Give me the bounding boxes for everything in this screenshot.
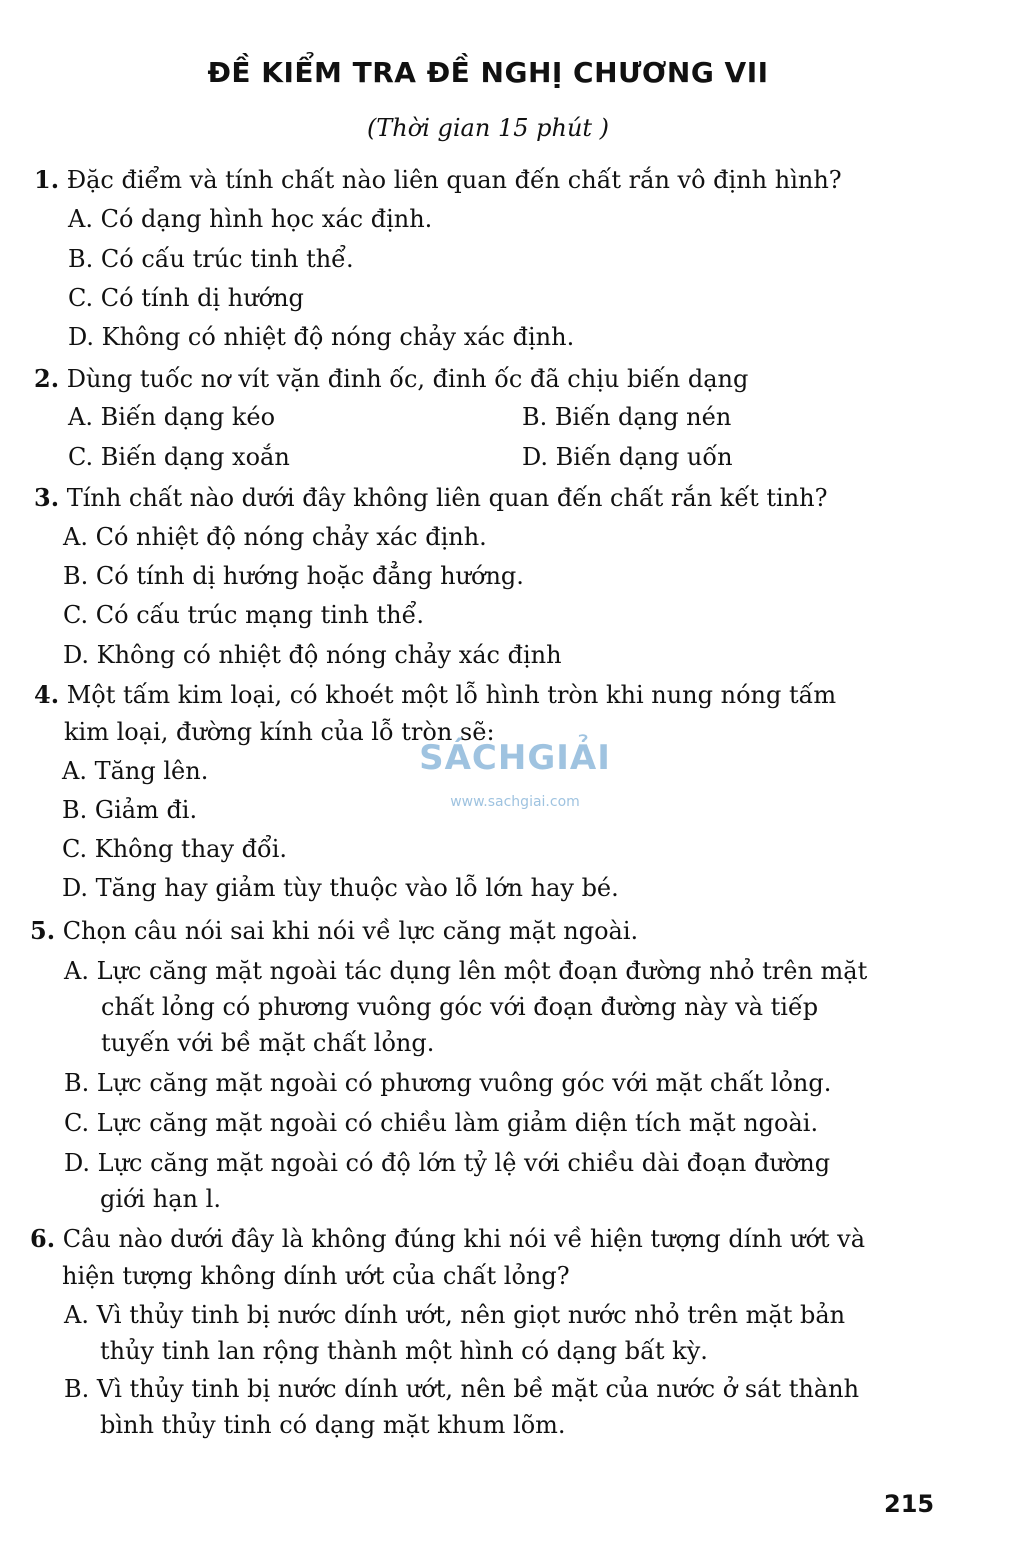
q6-option-a: A. Vì thủy tinh bị nước dính ướt, nên giọt nước nhỏ trên mặt bản <box>64 1301 846 1329</box>
q6-option-b-line-2: bình thủy tinh có dạng mặt khum lõm. <box>100 1411 566 1439</box>
q5-option-a: A. Lực căng mặt ngoài tác dụng lên một đoạn đường nhỏ trên mặt <box>64 957 868 985</box>
page-title: ĐỀ KIỂM TRA ĐỀ NGHỊ CHƯƠNG VII <box>207 56 769 89</box>
q4-option-c: C. Không thay đổi. <box>62 835 287 863</box>
question-5 <box>30 914 638 948</box>
q2-option-c: C. Biến dạng xoắn <box>68 443 290 471</box>
question-text: Tính chất nào dưới đây không liên quan đến chất rắn kết tinh? <box>66 484 828 512</box>
question-text: Đặc điểm và tính chất nào liên quan đến chất rắn vô định hình? <box>66 166 842 194</box>
q3-option-a: A. Có nhiệt độ nóng chảy xác định. <box>63 523 487 551</box>
q5-option-d-line-2: giới hạn l. <box>100 1185 221 1213</box>
q5-option-d: D. Lực căng mặt ngoài có độ lớn tỷ lệ với chiều dài đoạn đường <box>64 1149 831 1177</box>
question-text: Một tấm kim loại, có khoét một lỗ hình tròn khi nung nóng tấm <box>66 681 837 709</box>
q5-option-b: B. Lực căng mặt ngoài có phương vuông góc với mặt chất lỏng. <box>64 1069 832 1097</box>
q5-option-c: C. Lực căng mặt ngoài có chiều làm giảm diện tích mặt ngoài. <box>64 1109 819 1137</box>
q2-option-d: D. Biến dạng uốn <box>522 443 733 471</box>
question-6 <box>30 1222 865 1256</box>
q4-option-a: A. Tăng lên. <box>62 757 209 785</box>
q1-option-b: B. Có cấu trúc tinh thể. <box>68 245 354 273</box>
q3-option-d: D. Không có nhiệt độ nóng chảy xác định <box>63 641 562 669</box>
q2-option-b: B. Biến dạng nén <box>522 403 732 431</box>
time-note: (Thời gian 15 phút ) <box>366 114 610 142</box>
question-number: 3. <box>34 483 60 512</box>
q2-option-a: A. Biến dạng kéo <box>68 403 276 431</box>
q3-option-c: C. Có cấu trúc mạng tinh thể. <box>63 601 424 629</box>
question-4-text-line-2: kim loại, đường kính của lỗ tròn sẽ: <box>64 718 495 746</box>
question-number: 6. <box>30 1224 56 1253</box>
q6-option-b: B. Vì thủy tinh bị nước dính ướt, nên bề mặt của nước ở sát thành <box>64 1375 860 1403</box>
q1-option-a: A. Có dạng hình học xác định. <box>68 205 433 233</box>
question-number: 5. <box>30 916 56 945</box>
question-2 <box>34 362 748 396</box>
question-number: 2. <box>34 364 60 393</box>
question-text: Chọn câu nói sai khi nói về lực căng mặt ngoài. <box>62 917 639 945</box>
watermark <box>410 738 620 812</box>
question-text: Câu nào dưới đây là không đúng khi nói về hiện tượng dính ướt và <box>62 1225 866 1253</box>
question-1 <box>34 163 842 197</box>
question-4 <box>34 678 836 712</box>
question-number: 4. <box>34 680 60 709</box>
page-number: 215 <box>884 1490 935 1518</box>
q4-option-d: D. Tăng hay giảm tùy thuộc vào lỗ lớn hay bé. <box>62 874 619 902</box>
q1-option-d: D. Không có nhiệt độ nóng chảy xác định. <box>68 323 575 351</box>
q4-option-b: B. Giảm đi. <box>62 796 198 824</box>
q3-option-b: B. Có tính dị hướng hoặc đẳng hướng. <box>63 562 524 590</box>
q1-option-c: C. Có tính dị hướng <box>68 284 304 312</box>
question-3 <box>34 481 827 515</box>
question-6-text-line-2: hiện tượng không dính ướt của chất lỏng? <box>62 1262 570 1290</box>
question-number: 1. <box>34 165 60 194</box>
q6-option-a-line-2: thủy tinh lan rộng thành một hình có dạng bất kỳ. <box>100 1337 708 1365</box>
question-text: Dùng tuốc nơ vít vặn đinh ốc, đinh ốc đã chịu biến dạng <box>66 365 749 393</box>
watermark-url: www.sachgiai.com <box>450 794 580 810</box>
q5-option-a-line-2: chất lỏng có phương vuông góc với đoạn đường này và tiếp <box>101 993 819 1021</box>
watermark-brand: SÁCHGIẢI <box>419 738 611 778</box>
q5-option-a-line-3: tuyến với bề mặt chất lỏng. <box>101 1029 435 1057</box>
